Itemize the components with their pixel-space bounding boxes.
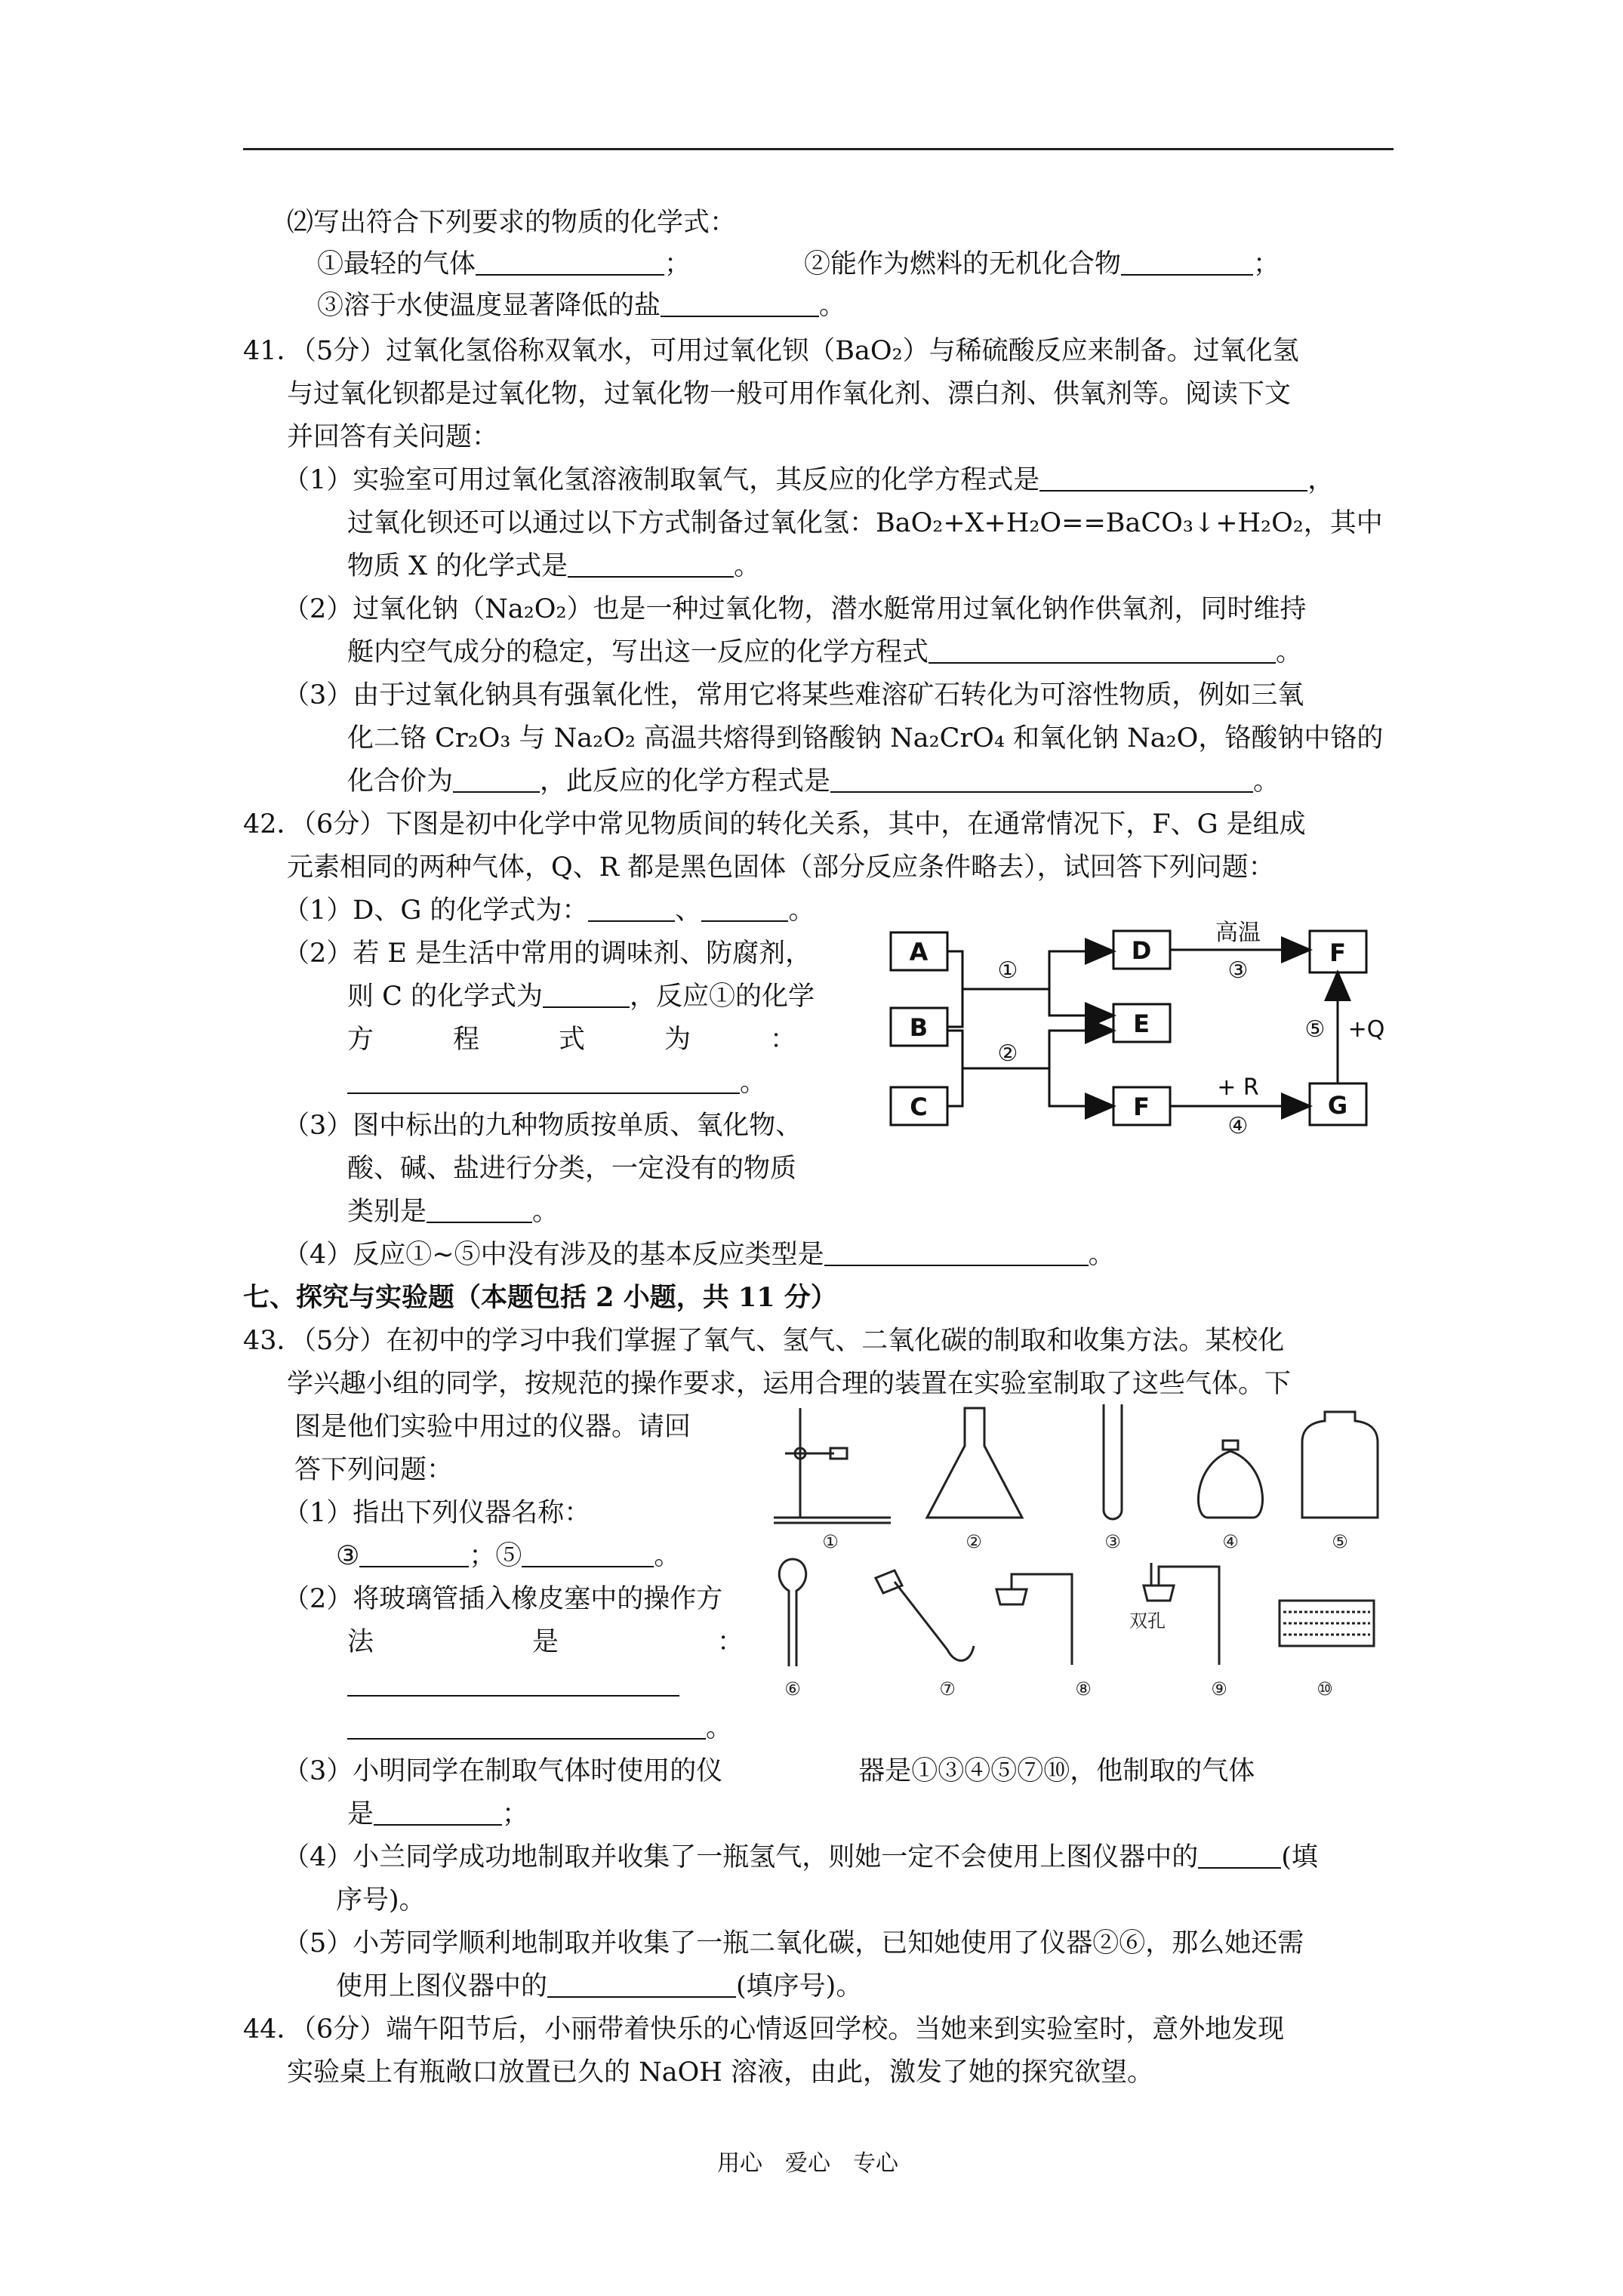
answer-blank[interactable] — [824, 1239, 1089, 1266]
q42-sub2: （2）若 E 是生活中常用的调味剂、防腐剂， — [283, 938, 812, 969]
q42-sub1: （1）D、G 的化学式为： 、 。 — [283, 895, 815, 926]
q41-sub2-line2: 艇内空气成分的稳定，写出这一反应的化学方程式 。 — [347, 637, 1303, 667]
apparatus-label-10: ⑩ — [1317, 1678, 1333, 1700]
q43-sub2-line4: 。 — [347, 1709, 732, 1747]
q43-sub5-line2: 使用上图仪器中的 (填序号)。 — [336, 1971, 863, 2002]
q43-sub2-line3 — [347, 1666, 679, 1704]
q41-sub2: （2）过氧化钠（Na₂O₂）也是一种过氧化物，潜水艇常用过氧化钠作供氧剂，同时维持 — [283, 594, 1307, 624]
q42-line2: 元素相同的两种气体，Q、R 都是黑色固体（部分反应条件略去），试回答下列问题： — [287, 852, 1275, 883]
label-a: A — [909, 938, 929, 966]
q43-sub4: （4）小兰同学成功地制取并收集了一瓶氢气，则她一定不会使用上图仪器中的 (填 — [283, 1842, 1318, 1872]
q44-line1: 44．（6分）端午阳节后，小丽带着快乐的心情返回学校。当她来到实验室时，意外地发现 — [243, 2014, 1285, 2045]
alcohol-lamp-icon — [1199, 1441, 1263, 1518]
answer-blank[interactable] — [547, 1971, 736, 1998]
label-c: C — [910, 1093, 928, 1121]
q43-sub3: （3）小明同学在制取气体时使用的仪 器是①③④⑤⑦⑩，他制取的气体 — [283, 1756, 1255, 1786]
q43-sub4-line2: 序号)。 — [336, 1885, 426, 1915]
answer-blank[interactable] — [568, 550, 734, 578]
reaction-5-label: ⑤ — [1304, 1016, 1326, 1043]
label-f2: F — [1329, 938, 1346, 967]
answer-blank[interactable] — [476, 248, 664, 276]
apparatus-label-5: ⑤ — [1332, 1531, 1348, 1552]
q41-sub1: （1）实验室可用过氧化氢溶液制取氧气，其反应的化学方程式是 ， — [283, 465, 1335, 495]
answer-blank[interactable] — [661, 290, 819, 317]
reaction-diagram — [883, 910, 1389, 1136]
q43-line2: 学兴趣小组的同学，按规范的操作要求，运用合理的装置在实验室制取了这些气体。下 — [287, 1369, 1292, 1399]
apparatus-label-6: ⑥ — [784, 1678, 801, 1700]
answer-blank[interactable] — [347, 1669, 679, 1697]
reaction-3-label: ③ — [1227, 957, 1249, 984]
q43-sub1-line2: ③ ；⑤ 。 — [336, 1541, 681, 1571]
q42-sub3: （3）图中标出的九种物质按单质、氧化物、 — [283, 1111, 802, 1141]
iron-stand-icon — [774, 1408, 891, 1523]
q42-line1: 42．（6分）下图是初中化学中常见物质间的转化关系，其中，在通常情况下，F、G 是组成 — [243, 809, 1306, 840]
q41-line2: 与过氧化钡都是过氧化物，过氧化物一般可用作氧化剂、漂白剂、供氧剂等。阅读下文 — [287, 379, 1292, 409]
label-g: G — [1327, 1091, 1348, 1120]
apparatus-label-7: ⑦ — [939, 1678, 956, 1700]
answer-blank[interactable] — [347, 1712, 706, 1740]
answer-blank[interactable] — [453, 766, 540, 793]
apparatus-label-4: ④ — [1222, 1531, 1239, 1552]
q43-sub5: （5）小芳同学顺利地制取并收集了一瓶二氧化碳，已知她使用了仪器②⑥，那么她还需 — [283, 1928, 1304, 1959]
q41-sub3: （3）由于过氧化钠具有强氧化性，常用它将某些难溶矿石转化为可溶性物质，例如三氧 — [283, 680, 1304, 710]
q41-sub1-line2: 过氧化钡还可以通过以下方式制备过氧化氢：BaO₂+X+H₂O==BaCO₃↓+H₂O₂，其中 — [347, 508, 1383, 538]
answer-blank[interactable] — [1198, 1841, 1281, 1869]
water-trough-icon — [1280, 1601, 1374, 1646]
q43-sub2-line2: 法 是 ： — [347, 1627, 744, 1657]
apparatus-label-9: ⑨ — [1211, 1678, 1227, 1700]
q41-line3: 并回答有关问题： — [287, 422, 499, 452]
q42-sub3-line3: 类别是 。 — [347, 1197, 559, 1227]
condition-high-temp: 高温 — [1215, 920, 1261, 946]
answer-blank[interactable] — [830, 766, 1253, 793]
label-d: D — [1131, 936, 1152, 965]
q41-sub3-line3: 化合价为 ，此反应的化学方程式是 。 — [347, 766, 1280, 797]
answer-blank[interactable] — [427, 1196, 532, 1223]
double-hole-label: 双孔 — [1129, 1610, 1166, 1632]
q44-line2: 实验桌上有瓶敞口放置已久的 NaOH 溶液，由此，激发了她的探究欲望。 — [287, 2057, 1153, 2088]
page-footer: 用心 爱心 专心 — [717, 2150, 898, 2177]
reaction-1-label: ① — [997, 957, 1018, 984]
apparatus-figure — [762, 1397, 1389, 1714]
answer-blank[interactable] — [588, 895, 675, 922]
part2-line3: ③溶于水使温度显著降低的盐 。 — [317, 291, 846, 321]
answer-blank[interactable] — [543, 981, 630, 1008]
test-tube-icon — [1104, 1404, 1122, 1519]
part2-prompt: ⑵写出符合下列要求的物质的化学式： — [287, 208, 737, 238]
q42-sub2-line3: 方 程 式 为 ： — [347, 1025, 797, 1055]
stopper-tube-icon — [996, 1574, 1072, 1665]
q42-sub2-line2: 则 C 的化学式为 ，反应①的化学 — [347, 982, 815, 1012]
answer-blank[interactable] — [929, 636, 1276, 664]
q43-sub1: （1）指出下列仪器名称： — [283, 1498, 591, 1528]
answer-blank[interactable] — [374, 1798, 502, 1826]
q42-sub3-line2: 酸、碱、盐进行分类，一定没有的物质 — [347, 1154, 797, 1184]
reaction-4-label: ④ — [1227, 1113, 1249, 1136]
funnel-icon — [779, 1559, 805, 1666]
q43-sub2: （2）将玻璃管插入橡皮塞中的操作方 — [283, 1584, 723, 1614]
section-7-title: 七、探究与实验题（本题包括 2 小题，共 11 分） — [243, 1282, 837, 1313]
reaction-reagent-r: + R — [1217, 1074, 1259, 1101]
answer-blank[interactable] — [1039, 464, 1307, 492]
apparatus-label-8: ⑧ — [1075, 1678, 1092, 1700]
bent-tube-icon — [876, 1570, 974, 1660]
label-b: B — [909, 1013, 929, 1042]
answer-blank[interactable] — [1121, 248, 1253, 276]
q43-line1: 43．（5分）在初中的学习中我们掌握了氧气、氢气、二氧化碳的制取和收集方法。某校化 — [243, 1326, 1285, 1356]
answer-blank[interactable] — [701, 895, 788, 922]
gas-bottle-icon — [1302, 1412, 1378, 1518]
q42-sub4: （4）反应①~⑤中没有涉及的基本反应类型是 。 — [283, 1240, 1115, 1270]
answer-blank[interactable] — [522, 1540, 654, 1567]
apparatus-label-3: ③ — [1104, 1531, 1121, 1552]
answer-blank[interactable] — [347, 1067, 740, 1094]
header-rule — [243, 148, 1394, 150]
q43-line3: 图是他们实验中用过的仪器。请回 — [294, 1412, 691, 1442]
apparatus-label-1: ① — [822, 1531, 839, 1552]
conical-flask-icon — [927, 1408, 1022, 1518]
q43-line4: 答下列问题： — [294, 1455, 454, 1485]
q41-sub1-line3: 物质 X 的化学式是 。 — [347, 551, 761, 581]
answer-blank[interactable] — [359, 1540, 469, 1567]
q42-sub2-line4: 。 — [347, 1064, 766, 1102]
reaction-2-label: ② — [997, 1040, 1018, 1067]
q41-line1: 41．（5分）过氧化氢俗称双氧水，可用过氧化钡（BaO₂）与稀硫酸反应来制备。过氧化氢 — [243, 336, 1299, 366]
label-f1: F — [1133, 1093, 1150, 1121]
part2-line2: ①最轻的气体 ； ②能作为燃料的无机化合物 ； — [317, 249, 1280, 279]
apparatus-label-2: ② — [965, 1531, 982, 1552]
q43-sub3-line2: 是 ； — [347, 1799, 529, 1829]
reaction-reagent-q: +Q — [1347, 1016, 1385, 1043]
label-e: E — [1133, 1009, 1150, 1038]
q41-sub3-line2: 化二铬 Cr₂O₃ 与 Na₂O₂ 高温共熔得到铬酸钠 Na₂CrO₄ 和氧化钠 Na₂O，铬酸钠中铬的 — [347, 723, 1384, 754]
